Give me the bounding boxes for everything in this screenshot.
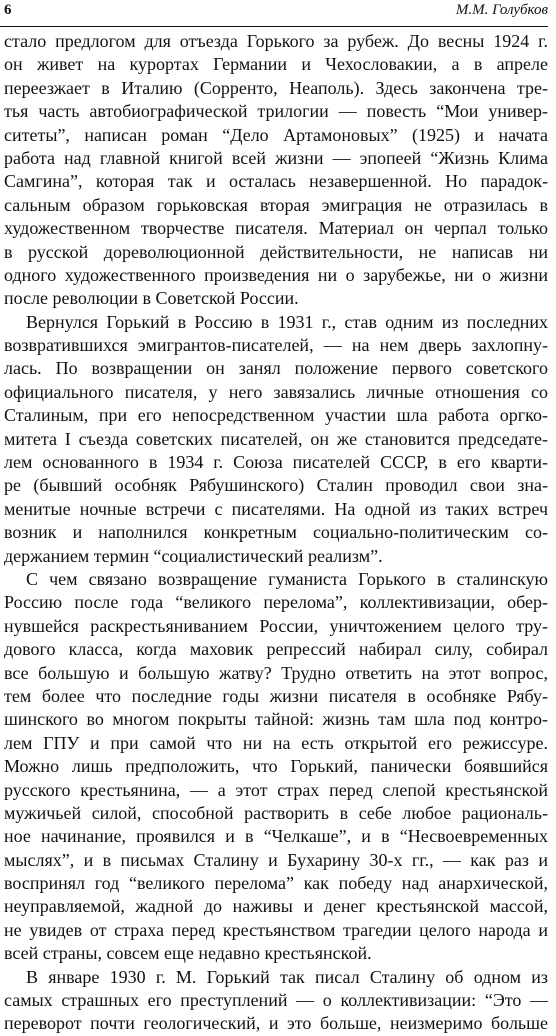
- text-line: возник и наполнился конкретным социально-политическим со-: [4, 522, 548, 543]
- text-line: стало предлогом для отъезда Горького за рубеж. До весны 1924 г.: [4, 31, 548, 51]
- text-line: тем более что последние годы жизни писателя в особняке Рябу-: [4, 685, 548, 706]
- text-line: художественном творчестве писателя. Материал он черпал только: [4, 218, 548, 239]
- text-line: переезжает в Италию (Сорренто, Неаполь). Здесь закончена тре-: [4, 77, 548, 98]
- text-line: Россию после года “великого перелома”, коллективизации, обер-: [4, 592, 548, 613]
- text-line: русского крестьянина, — а этот страх перед слепой крестьянской: [4, 779, 548, 800]
- running-head-author: М.М. Голубков: [455, 2, 548, 18]
- text-line: официального писателя, у него завязались личные отношения со: [4, 381, 548, 402]
- text-line: возвратившихся эмигрантов-писателей, — на нем дверь захлопну-: [4, 335, 548, 356]
- text-line: в русской дореволюционной действительности, не написав ни: [4, 241, 548, 262]
- text-line: работа над главной книгой всей жизни — эпопеей “Жизнь Клима: [4, 147, 548, 168]
- text-line: мужичьей силой, способной растворить в себе любое рациональ-: [4, 802, 548, 823]
- text-line: после революции в Советской России.: [4, 288, 299, 309]
- text-line: лем ГПУ и при самой что ни на есть открытой его режиссуре.: [4, 732, 548, 753]
- page-number: 6: [4, 2, 12, 18]
- text-line: самых страшных его преступлений — о коллективизации: “Это —: [4, 990, 548, 1011]
- body-text: [4, 30, 548, 1036]
- paragraph: [4, 30, 548, 311]
- text-line: держанием термин “социалистический реализм”.: [4, 545, 383, 566]
- text-line: все большую и большую жатву? Трудно ответить на этот вопрос,: [4, 662, 548, 683]
- text-line: С чем связано возвращение гуманиста Горького в сталинскую: [26, 568, 548, 589]
- text-line: лась. По возвращении он занял положение первого советского: [4, 358, 548, 379]
- text-line: В январе 1930 г. М. Горький так писал Сталину об одном из: [26, 966, 548, 987]
- page-header: [4, 0, 548, 22]
- text-line: лем основанного в 1934 г. Союза писателей СССР, в его кварти-: [4, 452, 548, 473]
- text-line: Вернулся Горький в Россию в 1931 г., став одним из последних: [26, 311, 548, 332]
- text-line: тья часть автобиографической трилогии — повесть “Мои универ-: [4, 101, 548, 122]
- header-rule: [0, 26, 548, 27]
- text-line: шинского во многом покрыты тайной: жизнь там шла под контро-: [4, 709, 548, 730]
- text-line: ное начинание, проявился и в “Челкаше”, и в “Несвоевременных: [4, 826, 548, 847]
- text-line: переворот почти геологический, и это больше, неизмеримо больше: [4, 1013, 548, 1034]
- text-line: мыслях”, и в письмах Сталину и Бухарину 30-х гг., — как раз и: [4, 849, 548, 870]
- paragraph: [4, 568, 548, 966]
- text-line: сальным образом горьковская вторая эмиграция не отразилась в: [4, 194, 548, 215]
- text-line: Можно лишь предположить, что Горький, панически боявшийся: [4, 756, 548, 777]
- text-line: менитые ночные встречи с писателями. На одной из таких встреч: [4, 498, 548, 519]
- text-line: нувшейся раскрестьяниванием России, уничтожением целого тру-: [4, 615, 548, 636]
- paragraph: [4, 966, 548, 1036]
- text-line: одного художественного произведения ни о зарубежье, ни о жизни: [4, 264, 548, 285]
- text-line: ре (бывший особняк Рябушинского) Сталин проводил свои зна-: [4, 475, 548, 496]
- text-line: не увидев от страха перед крестьянством трагедии целого народа и: [4, 919, 548, 940]
- text-line: неуправляемой, жадной до наживы и денег крестьянской массой,: [4, 896, 548, 917]
- text-line: ситеты”, написан роман “Дело Артамоновых” (1925) и начата: [4, 124, 548, 145]
- text-line: Сталиным, при его непосредственном участии шла работа оргко-: [4, 405, 548, 426]
- text-line: воспринял год “великого перелома” как победу над анархической,: [4, 873, 548, 894]
- paragraph: [4, 311, 548, 568]
- text-line: всей страны, совсем еще недавно крестьянской.: [4, 943, 372, 964]
- text-line: митета I съезда советских писателей, он же становится председате-: [4, 428, 548, 449]
- text-line: Самгина”, которая так и осталась незавершенной. Но парадок-: [4, 171, 548, 192]
- text-line: он живет на курортах Германии и Чехословакии, а в апреле: [4, 54, 548, 75]
- text-line: дового класса, когда маховик репрессий набирал силу, собирал: [4, 639, 548, 660]
